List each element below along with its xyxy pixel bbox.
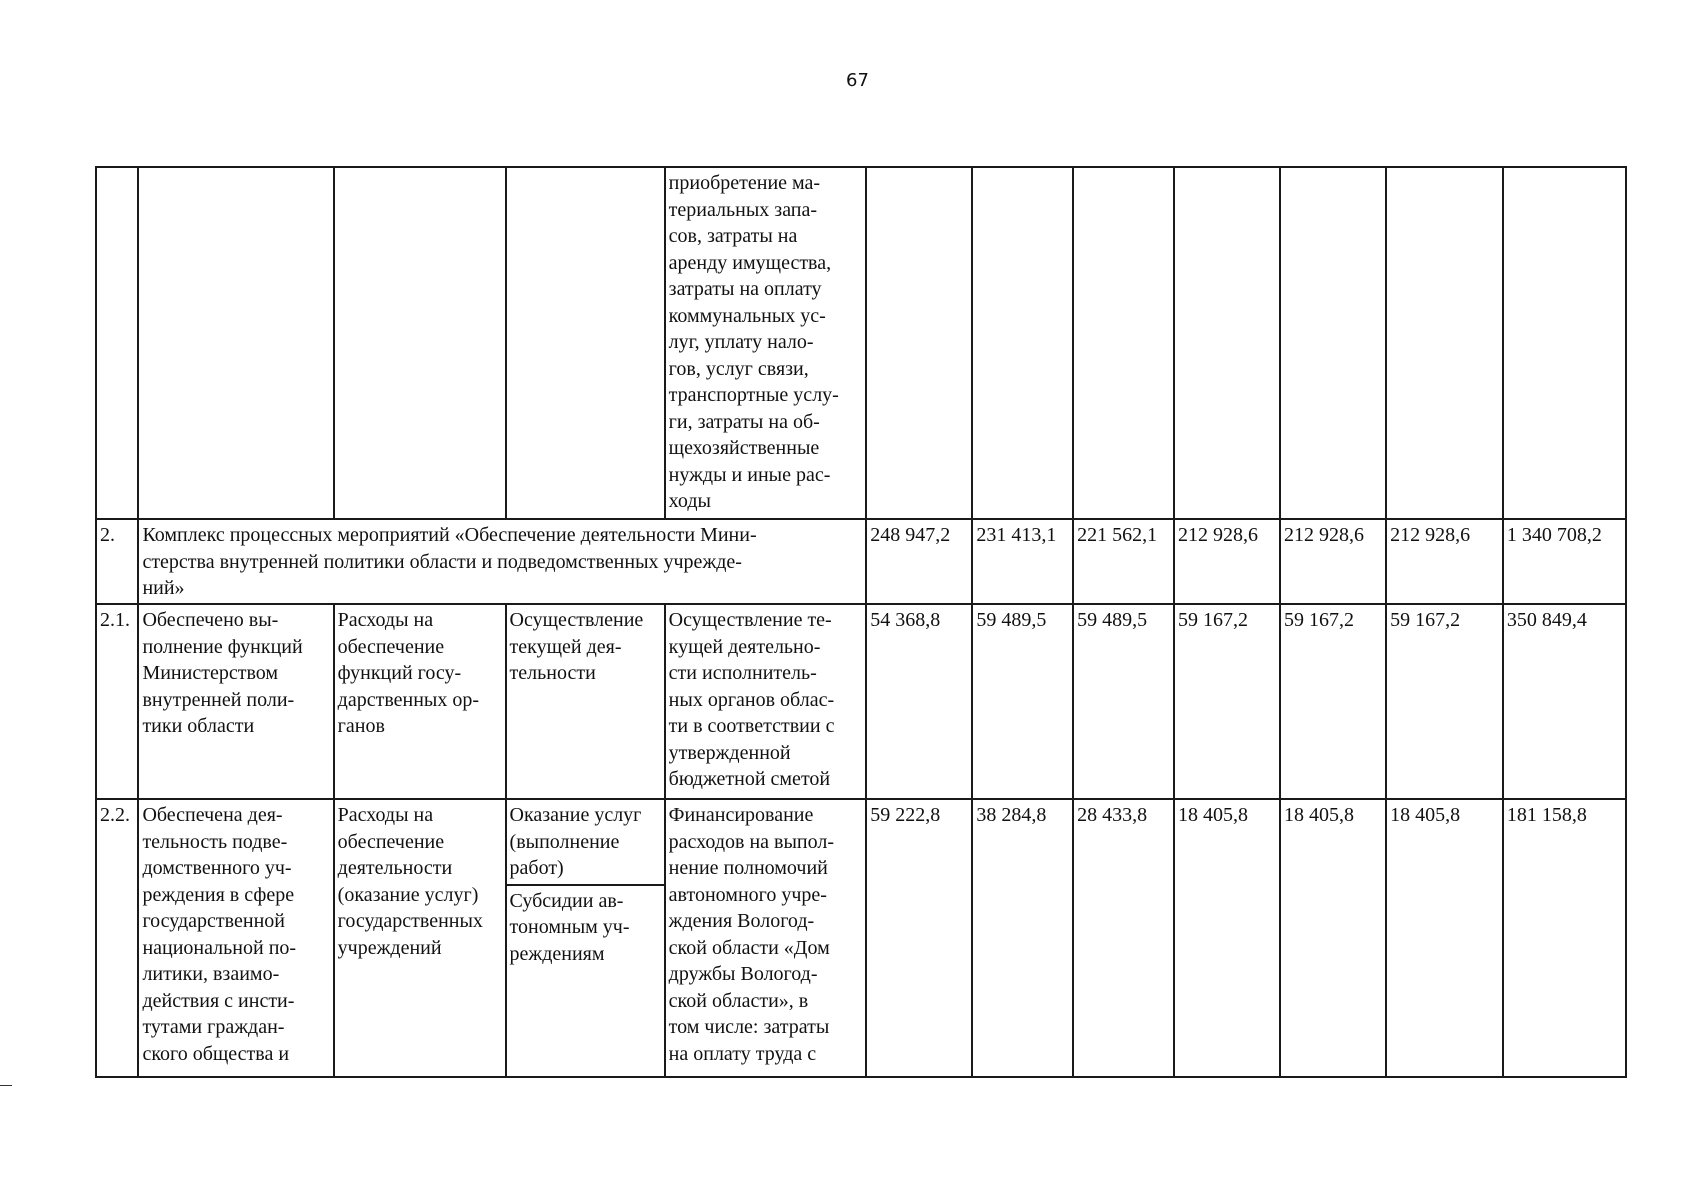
value-cell: 212 928,6 — [1280, 519, 1386, 604]
result-cell: Обеспечена дея- тельность подве- домственного уч- реждения в сфере государственной национальной по- литики, взаимо- действия с инсти- тутами граждан- ского общества и — [138, 799, 333, 1077]
margin-mark — [0, 1085, 12, 1086]
value-cell: 59 167,2 — [1386, 604, 1503, 799]
cell-value — [1386, 167, 1503, 519]
value-cell: 59 167,2 — [1174, 604, 1280, 799]
cell-direction — [506, 167, 665, 519]
value-cell: 59 167,2 — [1280, 604, 1386, 799]
value-cell: 18 405,8 — [1386, 799, 1503, 1077]
value-cell: 59 489,5 — [1073, 604, 1174, 799]
value-cell: 59 489,5 — [972, 604, 1073, 799]
table-row-continuation — [96, 167, 1626, 519]
direction-cell: Осуществление текущей дея- тельности — [506, 604, 665, 799]
row-number: 2.1. — [96, 604, 138, 799]
page-number: 67 — [846, 70, 869, 91]
cell-value — [1174, 167, 1280, 519]
value-cell: 212 928,6 — [1386, 519, 1503, 604]
value-cell: 38 284,8 — [972, 799, 1073, 1077]
cell-expense-type — [334, 167, 506, 519]
expense-type-cell: Расходы на обеспечение функций госу- дарственных ор- ганов — [334, 604, 506, 799]
complex-title: Комплекс процессных мероприятий «Обеспечение деятельности Мини- стерства внутренней политики области и подведомственных учрежде- ний» — [138, 519, 866, 604]
budget-table — [95, 166, 1627, 1078]
value-cell: 231 413,1 — [972, 519, 1073, 604]
value-cell: 248 947,2 — [866, 519, 972, 604]
cell-value — [972, 167, 1073, 519]
description-cell: Осуществление те- кущей деятельно- сти исполнитель- ных органов облас- ти в соответствии с утвержденной бюджетной сметой — [665, 604, 867, 799]
direction-cell — [506, 799, 665, 1077]
value-cell: 54 368,8 — [866, 604, 972, 799]
total-cell: 1 340 708,2 — [1503, 519, 1626, 604]
value-cell: 18 405,8 — [1174, 799, 1280, 1077]
direction-services: Оказание услуг (выполнение работ) — [507, 802, 664, 886]
cell-result — [138, 167, 333, 519]
expense-type-cell: Расходы на обеспечение деятельности (оказание услуг) государственных учреждений — [334, 799, 506, 1077]
value-cell: 59 222,8 — [866, 799, 972, 1077]
row-number: 2.2. — [96, 799, 138, 1077]
value-cell: 212 928,6 — [1174, 519, 1280, 604]
direction-subsidies: Субсидии ав- тономным уч- реждениям — [509, 889, 630, 965]
value-cell: 221 562,1 — [1073, 519, 1174, 604]
cell-num — [96, 167, 138, 519]
value-cell: 28 433,8 — [1073, 799, 1174, 1077]
cell-value — [1503, 167, 1626, 519]
continuation-text: приобретение ма- териальных запа- сов, затраты на аренду имущества, затраты на оплату коммунальных ус- луг, уплату нало- гов, услуг связи, транспортные услу- ги, затраты на об- щехозяйственные нужды и иные рас- ходы — [668, 172, 839, 512]
description-cell: Финансирование расходов на выпол- нение полномочий автономного учре- ждения Вологод- ской области «Дом дружбы Вологод- ской области», в том числе: затраты на оплату труда с — [665, 799, 867, 1077]
cell-description — [665, 167, 867, 519]
cell-value — [1073, 167, 1174, 519]
cell-value — [866, 167, 972, 519]
result-cell: Обеспечено вы- полнение функций Министерством внутренней поли- тики области — [138, 604, 333, 799]
table-row-2 — [96, 519, 1626, 604]
cell-value — [1280, 167, 1386, 519]
table-row-2-1 — [96, 604, 1626, 799]
total-cell: 350 849,4 — [1503, 604, 1626, 799]
row-number: 2. — [96, 519, 138, 604]
value-cell: 18 405,8 — [1280, 799, 1386, 1077]
total-cell: 181 158,8 — [1503, 799, 1626, 1077]
table-row-2-2 — [96, 799, 1626, 1077]
